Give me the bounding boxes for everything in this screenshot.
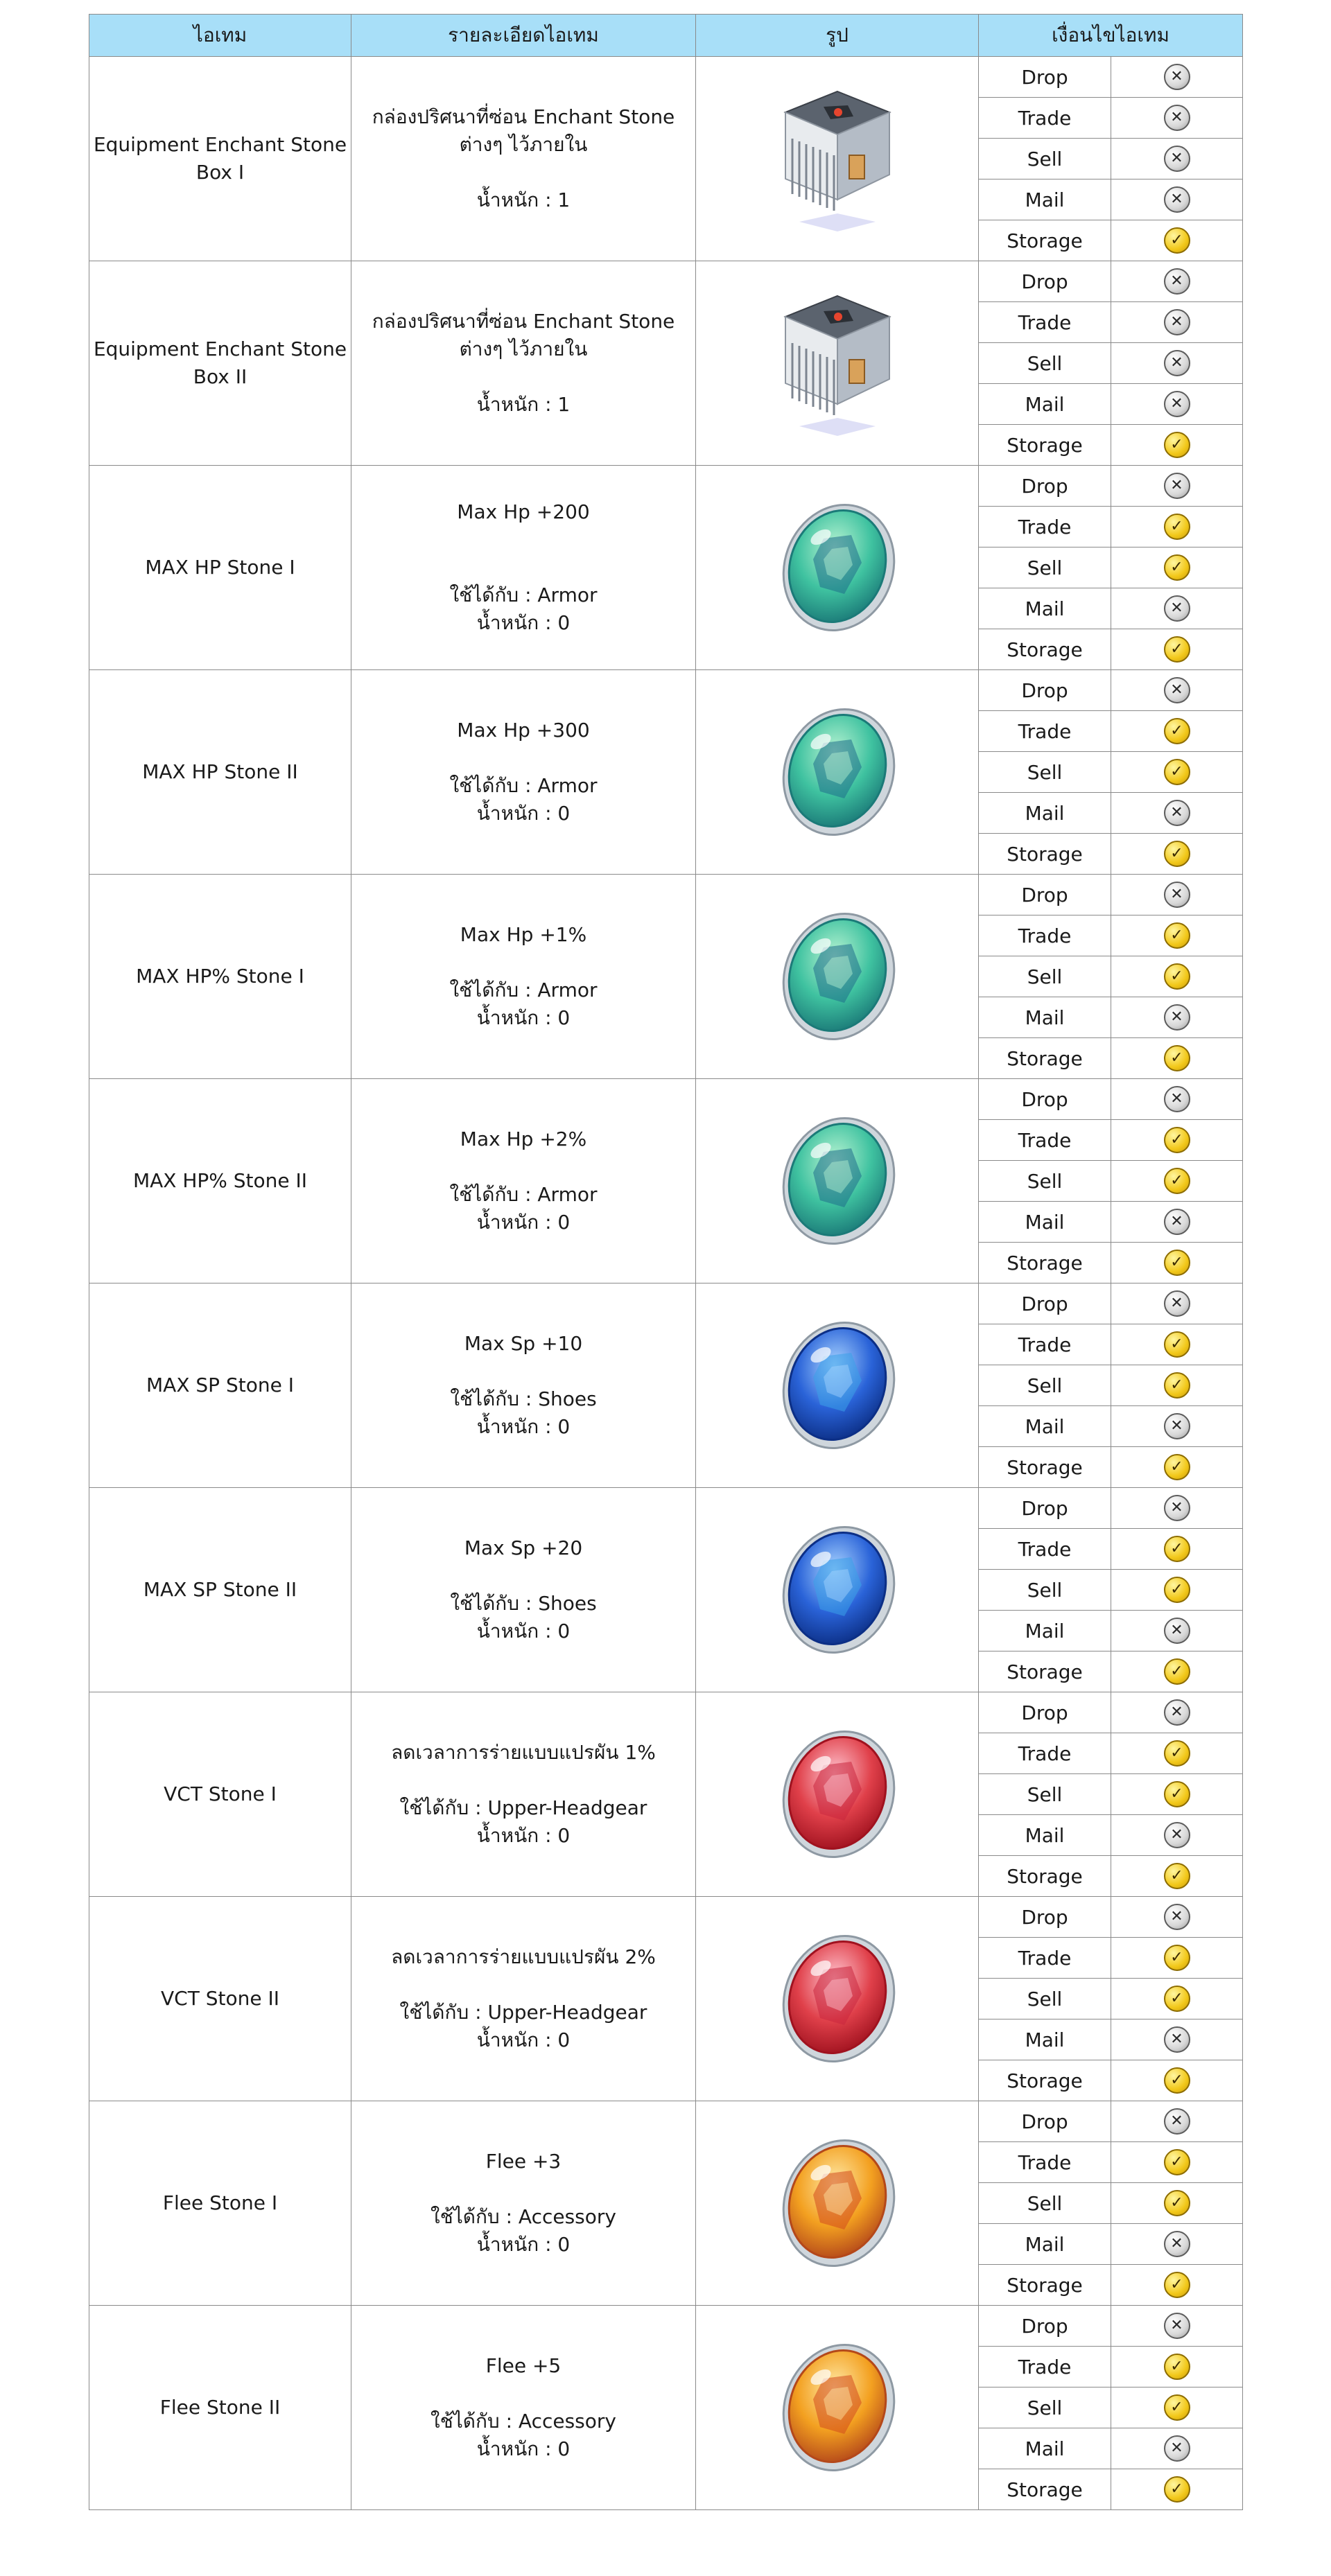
condition-status xyxy=(1111,956,1243,997)
item-detail xyxy=(351,2306,696,2510)
cross-icon: ✕ xyxy=(1164,2313,1190,2339)
item-name: Flee Stone I xyxy=(89,2101,351,2306)
flee-gem-icon xyxy=(775,2337,900,2476)
condition-status xyxy=(1111,1447,1243,1488)
cross-icon: ✕ xyxy=(1164,2026,1190,2053)
condition-label: Drop xyxy=(979,261,1111,302)
item-image xyxy=(696,1079,979,1283)
vct-gem-icon xyxy=(775,1724,900,1862)
item-detail-line: ใช้ได้กับ : Armor xyxy=(449,774,598,797)
condition-status xyxy=(1111,425,1243,466)
cross-icon: ✕ xyxy=(1164,1086,1190,1112)
check-icon: ✓ xyxy=(1164,2190,1190,2216)
check-icon: ✓ xyxy=(1164,1454,1190,1480)
condition-label: Trade xyxy=(979,1529,1111,1570)
condition-status xyxy=(1111,1692,1243,1733)
table-row xyxy=(89,1488,1243,1529)
item-detail xyxy=(351,1897,696,2101)
table-header-row xyxy=(89,15,1243,57)
condition-status xyxy=(1111,997,1243,1038)
cross-icon: ✕ xyxy=(1164,800,1190,826)
condition-label: Sell xyxy=(979,2183,1111,2224)
check-icon: ✓ xyxy=(1164,554,1190,581)
condition-status xyxy=(1111,2224,1243,2265)
check-icon: ✓ xyxy=(1164,2394,1190,2421)
table-row xyxy=(89,2306,1243,2347)
condition-status xyxy=(1111,875,1243,915)
condition-label: Mail xyxy=(979,179,1111,220)
cross-icon: ✕ xyxy=(1164,105,1190,131)
condition-label: Mail xyxy=(979,1202,1111,1243)
condition-status xyxy=(1111,1120,1243,1161)
item-detail-line: ใช้ได้กับ : Accessory xyxy=(430,2410,616,2433)
condition-label: Drop xyxy=(979,2101,1111,2142)
item-detail-line: Flee +3 xyxy=(485,2150,562,2173)
condition-label: Sell xyxy=(979,1774,1111,1815)
condition-label: Trade xyxy=(979,1733,1111,1774)
cross-icon: ✕ xyxy=(1164,2231,1190,2257)
sp-gem-icon xyxy=(775,1519,900,1658)
item-detail-line: ลดเวลาการร่ายแบบแปรผัน 2% xyxy=(391,1945,656,1968)
cross-icon: ✕ xyxy=(1164,1290,1190,1317)
check-icon: ✓ xyxy=(1164,2476,1190,2503)
condition-status xyxy=(1111,1938,1243,1979)
check-icon: ✓ xyxy=(1164,1740,1190,1767)
condition-label: Mail xyxy=(979,2224,1111,2265)
condition-label: Mail xyxy=(979,1406,1111,1447)
item-name: MAX SP Stone I xyxy=(89,1283,351,1488)
table-row xyxy=(89,670,1243,711)
condition-status xyxy=(1111,507,1243,547)
condition-status xyxy=(1111,2428,1243,2469)
check-icon: ✓ xyxy=(1164,1045,1190,1071)
condition-status xyxy=(1111,588,1243,629)
condition-status xyxy=(1111,1897,1243,1938)
item-name: MAX HP% Stone I xyxy=(89,875,351,1079)
header-detail: รายละเอียดไอเทม xyxy=(351,15,696,57)
check-icon: ✓ xyxy=(1164,2272,1190,2298)
item-detail-line: ลดเวลาการร่ายแบบแปรผัน 1% xyxy=(391,1741,656,1764)
condition-label: Trade xyxy=(979,1938,1111,1979)
condition-label: Mail xyxy=(979,2428,1111,2469)
check-icon: ✓ xyxy=(1164,227,1190,254)
item-image xyxy=(696,1283,979,1488)
cross-icon: ✕ xyxy=(1164,1822,1190,1848)
cross-icon: ✕ xyxy=(1164,64,1190,90)
enchant-stone-box-icon xyxy=(772,78,903,237)
cross-icon: ✕ xyxy=(1164,186,1190,213)
condition-label: Storage xyxy=(979,2469,1111,2510)
item-name: Flee Stone II xyxy=(89,2306,351,2510)
condition-status xyxy=(1111,1733,1243,1774)
condition-label: Mail xyxy=(979,1815,1111,1856)
condition-label: Trade xyxy=(979,915,1111,956)
condition-status xyxy=(1111,1979,1243,2019)
item-detail-line: Max Hp +2% xyxy=(460,1128,587,1150)
condition-status xyxy=(1111,834,1243,875)
item-name: MAX HP% Stone II xyxy=(89,1079,351,1283)
cross-icon: ✕ xyxy=(1164,2108,1190,2135)
check-icon: ✓ xyxy=(1164,1945,1190,1971)
cross-icon: ✕ xyxy=(1164,595,1190,622)
table-row xyxy=(89,1283,1243,1324)
header-conditions: เงื่อนไขไอเทม xyxy=(979,15,1243,57)
flee-gem-icon xyxy=(775,2132,900,2271)
condition-status xyxy=(1111,2183,1243,2224)
condition-status xyxy=(1111,1365,1243,1406)
item-name: VCT Stone I xyxy=(89,1692,351,1897)
item-image xyxy=(696,466,979,670)
check-icon: ✓ xyxy=(1164,718,1190,744)
condition-status xyxy=(1111,98,1243,139)
condition-label: Mail xyxy=(979,997,1111,1038)
check-icon: ✓ xyxy=(1164,1658,1190,1685)
item-image xyxy=(696,2306,979,2510)
table-row xyxy=(89,1897,1243,1938)
item-detail xyxy=(351,261,696,466)
item-table xyxy=(89,14,1243,2510)
condition-status xyxy=(1111,2060,1243,2101)
check-icon: ✓ xyxy=(1164,841,1190,867)
condition-status xyxy=(1111,1406,1243,1447)
condition-label: Sell xyxy=(979,2387,1111,2428)
condition-label: Storage xyxy=(979,629,1111,670)
condition-label: Storage xyxy=(979,834,1111,875)
condition-label: Storage xyxy=(979,1038,1111,1079)
condition-label: Storage xyxy=(979,1447,1111,1488)
condition-label: Sell xyxy=(979,1161,1111,1202)
condition-status xyxy=(1111,1570,1243,1611)
item-detail-line: Max Hp +300 xyxy=(457,719,590,742)
item-detail-line: น้ำหนัก : 0 xyxy=(476,611,571,634)
check-icon: ✓ xyxy=(1164,636,1190,663)
item-image xyxy=(696,261,979,466)
condition-status xyxy=(1111,466,1243,507)
item-detail-line: กล่องปริศนาที่ซ่อน Enchant Stone ต่างๆ ไว้ภายใน xyxy=(372,310,675,360)
item-name: Equipment Enchant Stone Box I xyxy=(89,57,351,261)
condition-status xyxy=(1111,139,1243,179)
condition-label: Sell xyxy=(979,752,1111,793)
item-detail-line: น้ำหนัก : 0 xyxy=(476,1415,571,1438)
item-image xyxy=(696,670,979,875)
condition-label: Drop xyxy=(979,1488,1111,1529)
condition-status xyxy=(1111,179,1243,220)
item-name: MAX HP Stone II xyxy=(89,670,351,875)
item-name: VCT Stone II xyxy=(89,1897,351,2101)
enchant-stone-box-icon xyxy=(772,282,903,441)
condition-status xyxy=(1111,2347,1243,2387)
condition-label: Storage xyxy=(979,1856,1111,1897)
condition-status xyxy=(1111,2019,1243,2060)
cross-icon: ✕ xyxy=(1164,1209,1190,1235)
condition-status xyxy=(1111,261,1243,302)
condition-label: Mail xyxy=(979,384,1111,425)
cross-icon: ✕ xyxy=(1164,350,1190,376)
condition-status xyxy=(1111,752,1243,793)
check-icon: ✓ xyxy=(1164,2149,1190,2175)
item-detail xyxy=(351,1692,696,1897)
check-icon: ✓ xyxy=(1164,1781,1190,1807)
item-detail-line: กล่องปริศนาที่ซ่อน Enchant Stone ต่างๆ ไว้ภายใน xyxy=(372,105,675,156)
condition-status xyxy=(1111,1243,1243,1283)
item-detail xyxy=(351,1079,696,1283)
check-icon: ✓ xyxy=(1164,1331,1190,1358)
item-detail-line: Flee +5 xyxy=(485,2354,562,2377)
item-detail-line: น้ำหนัก : 1 xyxy=(476,189,571,211)
table-row xyxy=(89,1692,1243,1733)
condition-status xyxy=(1111,547,1243,588)
item-detail-line: ใช้ได้กับ : Upper-Headgear xyxy=(399,2001,647,2024)
condition-status xyxy=(1111,1324,1243,1365)
item-detail-line: น้ำหนัก : 0 xyxy=(476,1006,571,1029)
condition-status xyxy=(1111,2101,1243,2142)
condition-status xyxy=(1111,629,1243,670)
check-icon: ✓ xyxy=(1164,1250,1190,1276)
condition-label: Drop xyxy=(979,1079,1111,1120)
item-detail-line: ใช้ได้กับ : Armor xyxy=(449,979,598,1001)
item-detail-line: Max Hp +1% xyxy=(460,923,587,946)
condition-status xyxy=(1111,2265,1243,2306)
item-image xyxy=(696,1488,979,1692)
item-table-body xyxy=(89,57,1243,2510)
item-detail xyxy=(351,57,696,261)
condition-label: Storage xyxy=(979,2265,1111,2306)
item-detail xyxy=(351,670,696,875)
item-detail xyxy=(351,1488,696,1692)
cross-icon: ✕ xyxy=(1164,882,1190,908)
check-icon: ✓ xyxy=(1164,759,1190,785)
check-icon: ✓ xyxy=(1164,2067,1190,2094)
condition-status xyxy=(1111,711,1243,752)
condition-label: Storage xyxy=(979,220,1111,261)
check-icon: ✓ xyxy=(1164,963,1190,990)
condition-status xyxy=(1111,220,1243,261)
condition-label: Storage xyxy=(979,1651,1111,1692)
item-detail-line: ใช้ได้กับ : Shoes xyxy=(450,1592,597,1615)
item-detail-line: น้ำหนัก : 0 xyxy=(476,2437,571,2460)
condition-label: Trade xyxy=(979,1324,1111,1365)
item-detail-line: น้ำหนัก : 0 xyxy=(476,1211,571,1234)
condition-label: Mail xyxy=(979,588,1111,629)
condition-status xyxy=(1111,384,1243,425)
condition-label: Trade xyxy=(979,2347,1111,2387)
cross-icon: ✕ xyxy=(1164,1413,1190,1439)
check-icon: ✓ xyxy=(1164,1127,1190,1153)
table-row xyxy=(89,1079,1243,1120)
condition-label: Trade xyxy=(979,302,1111,343)
check-icon: ✓ xyxy=(1164,514,1190,540)
item-image xyxy=(696,875,979,1079)
cross-icon: ✕ xyxy=(1164,309,1190,335)
condition-label: Sell xyxy=(979,1365,1111,1406)
check-icon: ✓ xyxy=(1164,1168,1190,1194)
item-detail-line: น้ำหนัก : 0 xyxy=(476,1620,571,1642)
condition-status xyxy=(1111,302,1243,343)
condition-label: Trade xyxy=(979,98,1111,139)
check-icon: ✓ xyxy=(1164,1372,1190,1399)
cross-icon: ✕ xyxy=(1164,268,1190,295)
condition-label: Trade xyxy=(979,1120,1111,1161)
hp-gem-icon xyxy=(775,701,900,840)
condition-label: Storage xyxy=(979,1243,1111,1283)
condition-label: Drop xyxy=(979,670,1111,711)
item-detail-line: น้ำหนัก : 1 xyxy=(476,393,571,416)
condition-status xyxy=(1111,1161,1243,1202)
item-detail xyxy=(351,875,696,1079)
condition-label: Drop xyxy=(979,2306,1111,2347)
item-image xyxy=(696,1897,979,2101)
item-detail-line: ใช้ได้กับ : Shoes xyxy=(450,1387,597,1410)
item-detail-line: น้ำหนัก : 0 xyxy=(476,1824,571,1847)
cross-icon: ✕ xyxy=(1164,146,1190,172)
condition-label: Trade xyxy=(979,711,1111,752)
condition-status xyxy=(1111,57,1243,98)
condition-label: Drop xyxy=(979,57,1111,98)
condition-status xyxy=(1111,1488,1243,1529)
condition-label: Sell xyxy=(979,139,1111,179)
item-name: Equipment Enchant Stone Box II xyxy=(89,261,351,466)
condition-label: Drop xyxy=(979,875,1111,915)
item-detail-line: น้ำหนัก : 0 xyxy=(476,2029,571,2051)
condition-label: Storage xyxy=(979,425,1111,466)
condition-label: Sell xyxy=(979,547,1111,588)
sp-gem-icon xyxy=(775,1315,900,1453)
check-icon: ✓ xyxy=(1164,1986,1190,2012)
item-detail-line: Max Hp +200 xyxy=(457,500,590,523)
cross-icon: ✕ xyxy=(1164,2435,1190,2462)
item-name: MAX SP Stone II xyxy=(89,1488,351,1692)
condition-status xyxy=(1111,2142,1243,2183)
table-row xyxy=(89,261,1243,302)
cross-icon: ✕ xyxy=(1164,1495,1190,1521)
item-image xyxy=(696,2101,979,2306)
condition-status xyxy=(1111,1651,1243,1692)
item-detail-line: น้ำหนัก : 0 xyxy=(476,2233,571,2256)
condition-status xyxy=(1111,1856,1243,1897)
condition-label: Mail xyxy=(979,1611,1111,1651)
condition-label: Mail xyxy=(979,793,1111,834)
item-detail-line: Max Sp +10 xyxy=(464,1332,583,1355)
table-row xyxy=(89,875,1243,915)
condition-label: Drop xyxy=(979,1283,1111,1324)
condition-status xyxy=(1111,343,1243,384)
check-icon: ✓ xyxy=(1164,1536,1190,1562)
condition-label: Drop xyxy=(979,1897,1111,1938)
check-icon: ✓ xyxy=(1164,922,1190,949)
table-row xyxy=(89,2101,1243,2142)
header-image: รูป xyxy=(696,15,979,57)
condition-status xyxy=(1111,1079,1243,1120)
item-detail xyxy=(351,2101,696,2306)
check-icon: ✓ xyxy=(1164,1577,1190,1603)
condition-status xyxy=(1111,1611,1243,1651)
item-detail-line: น้ำหนัก : 0 xyxy=(476,802,571,825)
cross-icon: ✕ xyxy=(1164,1904,1190,1930)
item-detail xyxy=(351,466,696,670)
cross-icon: ✕ xyxy=(1164,1004,1190,1031)
item-image xyxy=(696,1692,979,1897)
condition-label: Storage xyxy=(979,2060,1111,2101)
condition-label: Sell xyxy=(979,1570,1111,1611)
item-name: MAX HP Stone I xyxy=(89,466,351,670)
cross-icon: ✕ xyxy=(1164,1699,1190,1726)
condition-label: Sell xyxy=(979,1979,1111,2019)
condition-label: Drop xyxy=(979,1692,1111,1733)
cross-icon: ✕ xyxy=(1164,473,1190,499)
condition-status xyxy=(1111,670,1243,711)
condition-status xyxy=(1111,2469,1243,2510)
condition-status xyxy=(1111,1283,1243,1324)
item-detail-line: Max Sp +20 xyxy=(464,1536,583,1559)
cross-icon: ✕ xyxy=(1164,391,1190,417)
cross-icon: ✕ xyxy=(1164,677,1190,703)
condition-label: Sell xyxy=(979,343,1111,384)
cross-icon: ✕ xyxy=(1164,1618,1190,1644)
condition-status xyxy=(1111,2306,1243,2347)
item-detail-line: ใช้ได้กับ : Upper-Headgear xyxy=(399,1796,647,1819)
condition-status xyxy=(1111,1202,1243,1243)
condition-status xyxy=(1111,915,1243,956)
condition-label: Drop xyxy=(979,466,1111,507)
check-icon: ✓ xyxy=(1164,1863,1190,1889)
check-icon: ✓ xyxy=(1164,432,1190,458)
item-detail-line: ใช้ได้กับ : Armor xyxy=(449,584,598,606)
header-item: ไอเทม xyxy=(89,15,351,57)
hp-gem-icon xyxy=(775,906,900,1044)
condition-status xyxy=(1111,1038,1243,1079)
condition-label: Trade xyxy=(979,2142,1111,2183)
condition-status xyxy=(1111,793,1243,834)
table-row xyxy=(89,466,1243,507)
item-detail-line: ใช้ได้กับ : Accessory xyxy=(430,2205,616,2228)
item-detail xyxy=(351,1283,696,1488)
item-detail-line: ใช้ได้กับ : Armor xyxy=(449,1183,598,1206)
condition-label: Trade xyxy=(979,507,1111,547)
check-icon: ✓ xyxy=(1164,2354,1190,2380)
item-image xyxy=(696,57,979,261)
condition-status xyxy=(1111,1774,1243,1815)
condition-label: Sell xyxy=(979,956,1111,997)
hp-gem-icon xyxy=(775,1110,900,1249)
condition-label: Mail xyxy=(979,2019,1111,2060)
hp-gem-icon xyxy=(775,497,900,636)
condition-status xyxy=(1111,1529,1243,1570)
condition-status xyxy=(1111,2387,1243,2428)
condition-status xyxy=(1111,1815,1243,1856)
table-row xyxy=(89,57,1243,98)
vct-gem-icon xyxy=(775,1928,900,2067)
